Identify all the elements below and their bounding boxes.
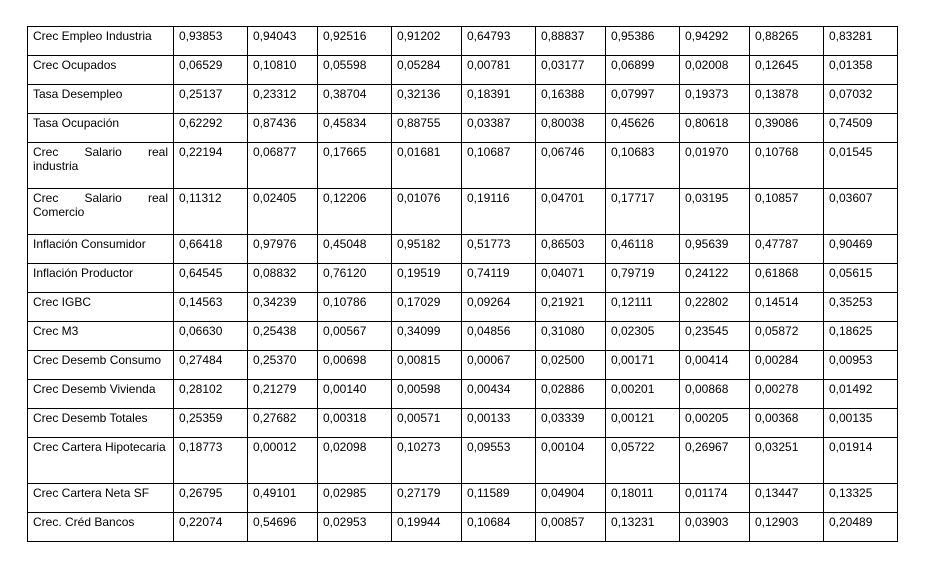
value-cell: 0,13878	[750, 85, 824, 114]
row-label-cell: Inflación Consumidor	[28, 235, 174, 264]
value-cell: 0,66418	[174, 235, 248, 264]
value-cell: 0,16388	[536, 85, 606, 114]
value-cell: 0,00278	[750, 380, 824, 409]
table-row	[28, 189, 898, 235]
value-cell: 0,26795	[174, 484, 248, 513]
value-cell: 0,00857	[536, 513, 606, 542]
value-cell: 0,27179	[392, 484, 462, 513]
value-cell: 0,03387	[462, 114, 536, 143]
value-cell: 0,00012	[248, 438, 318, 484]
value-cell: 0,10687	[462, 143, 536, 189]
value-cell: 0,27682	[248, 409, 318, 438]
value-cell: 0,83281	[824, 27, 898, 56]
value-cell: 0,00953	[824, 351, 898, 380]
value-cell: 0,92516	[318, 27, 392, 56]
value-cell: 0,62292	[174, 114, 248, 143]
table-row	[28, 351, 898, 380]
value-cell: 0,74119	[462, 264, 536, 293]
value-cell: 0,64793	[462, 27, 536, 56]
value-cell: 0,02886	[536, 380, 606, 409]
value-cell: 0,00104	[536, 438, 606, 484]
value-cell: 0,19116	[462, 189, 536, 235]
value-cell: 0,00434	[462, 380, 536, 409]
value-cell: 0,04701	[536, 189, 606, 235]
value-cell: 0,31080	[536, 322, 606, 351]
value-cell: 0,06746	[536, 143, 606, 189]
value-cell: 0,11589	[462, 484, 536, 513]
value-cell: 0,04904	[536, 484, 606, 513]
value-cell: 0,00284	[750, 351, 824, 380]
value-cell: 0,00135	[824, 409, 898, 438]
value-cell: 0,18773	[174, 438, 248, 484]
value-cell: 0,10273	[392, 438, 462, 484]
table-row	[28, 293, 898, 322]
value-cell: 0,80618	[680, 114, 750, 143]
value-cell: 0,03251	[750, 438, 824, 484]
value-cell: 0,23545	[680, 322, 750, 351]
value-cell: 0,32136	[392, 85, 462, 114]
value-cell: 0,01545	[824, 143, 898, 189]
value-cell: 0,13325	[824, 484, 898, 513]
value-cell: 0,06630	[174, 322, 248, 351]
value-cell: 0,02305	[606, 322, 680, 351]
value-cell: 0,01970	[680, 143, 750, 189]
value-cell: 0,88265	[750, 27, 824, 56]
value-cell: 0,06529	[174, 56, 248, 85]
table-row	[28, 235, 898, 264]
value-cell: 0,88837	[536, 27, 606, 56]
value-cell: 0,45048	[318, 235, 392, 264]
value-cell: 0,80038	[536, 114, 606, 143]
value-cell: 0,00698	[318, 351, 392, 380]
value-cell: 0,91202	[392, 27, 462, 56]
value-cell: 0,00598	[392, 380, 462, 409]
value-cell: 0,06899	[606, 56, 680, 85]
value-cell: 0,46118	[606, 235, 680, 264]
value-cell: 0,22074	[174, 513, 248, 542]
value-cell: 0,49101	[248, 484, 318, 513]
value-cell: 0,12206	[318, 189, 392, 235]
row-label-cell: Crec Cartera Hipotecaria	[28, 438, 174, 484]
value-cell: 0,06877	[248, 143, 318, 189]
value-cell: 0,88755	[392, 114, 462, 143]
value-cell: 0,28102	[174, 380, 248, 409]
value-cell: 0,05284	[392, 56, 462, 85]
value-cell: 0,95182	[392, 235, 462, 264]
value-cell: 0,10857	[750, 189, 824, 235]
value-cell: 0,11312	[174, 189, 248, 235]
row-label-cell: Crec Desemb Vivienda	[28, 380, 174, 409]
value-cell: 0,51773	[462, 235, 536, 264]
value-cell: 0,94292	[680, 27, 750, 56]
value-cell: 0,12645	[750, 56, 824, 85]
value-cell: 0,00201	[606, 380, 680, 409]
value-cell: 0,21921	[536, 293, 606, 322]
value-cell: 0,09553	[462, 438, 536, 484]
value-cell: 0,13447	[750, 484, 824, 513]
value-cell: 0,10683	[606, 143, 680, 189]
value-cell: 0,13231	[606, 513, 680, 542]
value-cell: 0,94043	[248, 27, 318, 56]
value-cell: 0,00318	[318, 409, 392, 438]
value-cell: 0,25359	[174, 409, 248, 438]
value-cell: 0,01914	[824, 438, 898, 484]
value-cell: 0,00368	[750, 409, 824, 438]
value-cell: 0,54696	[248, 513, 318, 542]
value-cell: 0,86503	[536, 235, 606, 264]
value-cell: 0,00868	[680, 380, 750, 409]
value-cell: 0,22194	[174, 143, 248, 189]
value-cell: 0,93853	[174, 27, 248, 56]
table-row	[28, 143, 898, 189]
value-cell: 0,34239	[248, 293, 318, 322]
value-cell: 0,00140	[318, 380, 392, 409]
value-cell: 0,18625	[824, 322, 898, 351]
value-cell: 0,19519	[392, 264, 462, 293]
table-row	[28, 409, 898, 438]
value-cell: 0,17717	[606, 189, 680, 235]
value-cell: 0,00571	[392, 409, 462, 438]
value-cell: 0,20489	[824, 513, 898, 542]
value-cell: 0,19373	[680, 85, 750, 114]
value-cell: 0,14563	[174, 293, 248, 322]
value-cell: 0,19944	[392, 513, 462, 542]
table-row	[28, 85, 898, 114]
value-cell: 0,10684	[462, 513, 536, 542]
value-cell: 0,21279	[248, 380, 318, 409]
value-cell: 0,17029	[392, 293, 462, 322]
table-row	[28, 438, 898, 484]
value-cell: 0,01492	[824, 380, 898, 409]
table-body	[28, 27, 898, 542]
value-cell: 0,01076	[392, 189, 462, 235]
value-cell: 0,02953	[318, 513, 392, 542]
value-cell: 0,05598	[318, 56, 392, 85]
row-label-cell: Crec M3	[28, 322, 174, 351]
value-cell: 0,03607	[824, 189, 898, 235]
value-cell: 0,03177	[536, 56, 606, 85]
value-cell: 0,35253	[824, 293, 898, 322]
row-label-cell: Crec Salario real industria	[28, 143, 174, 189]
value-cell: 0,12903	[750, 513, 824, 542]
value-cell: 0,05722	[606, 438, 680, 484]
value-cell: 0,09264	[462, 293, 536, 322]
value-cell: 0,00121	[606, 409, 680, 438]
value-cell: 0,95386	[606, 27, 680, 56]
value-cell: 0,18391	[462, 85, 536, 114]
table-row	[28, 56, 898, 85]
value-cell: 0,97976	[248, 235, 318, 264]
value-cell: 0,47787	[750, 235, 824, 264]
table-row	[28, 484, 898, 513]
value-cell: 0,00133	[462, 409, 536, 438]
value-cell: 0,04071	[536, 264, 606, 293]
value-cell: 0,02098	[318, 438, 392, 484]
value-cell: 0,07032	[824, 85, 898, 114]
row-label-cell: Crec Desemb Totales	[28, 409, 174, 438]
value-cell: 0,10810	[248, 56, 318, 85]
value-cell: 0,76120	[318, 264, 392, 293]
row-label-cell: Crec. Créd Bancos	[28, 513, 174, 542]
value-cell: 0,00815	[392, 351, 462, 380]
value-cell: 0,02500	[536, 351, 606, 380]
value-cell: 0,45626	[606, 114, 680, 143]
value-cell: 0,95639	[680, 235, 750, 264]
value-cell: 0,17665	[318, 143, 392, 189]
row-label-cell: Crec Empleo Industria	[28, 27, 174, 56]
row-label-cell: Crec IGBC	[28, 293, 174, 322]
value-cell: 0,74509	[824, 114, 898, 143]
value-cell: 0,02985	[318, 484, 392, 513]
value-cell: 0,03339	[536, 409, 606, 438]
row-label-cell: Inflación Productor	[28, 264, 174, 293]
table-row	[28, 322, 898, 351]
value-cell: 0,01358	[824, 56, 898, 85]
row-label-cell: Crec Salario real Comercio	[28, 189, 174, 235]
value-cell: 0,05872	[750, 322, 824, 351]
value-cell: 0,08832	[248, 264, 318, 293]
row-label-cell: Tasa Desempleo	[28, 85, 174, 114]
value-cell: 0,26967	[680, 438, 750, 484]
value-cell: 0,38704	[318, 85, 392, 114]
value-cell: 0,64545	[174, 264, 248, 293]
value-cell: 0,01174	[680, 484, 750, 513]
value-cell: 0,25438	[248, 322, 318, 351]
value-cell: 0,12111	[606, 293, 680, 322]
value-cell: 0,90469	[824, 235, 898, 264]
value-cell: 0,00171	[606, 351, 680, 380]
value-cell: 0,25370	[248, 351, 318, 380]
row-label-cell: Crec Desemb Consumo	[28, 351, 174, 380]
value-cell: 0,34099	[392, 322, 462, 351]
value-cell: 0,10786	[318, 293, 392, 322]
value-cell: 0,87436	[248, 114, 318, 143]
value-cell: 0,01681	[392, 143, 462, 189]
value-cell: 0,07997	[606, 85, 680, 114]
value-cell: 0,45834	[318, 114, 392, 143]
data-table	[27, 26, 898, 542]
value-cell: 0,79719	[606, 264, 680, 293]
value-cell: 0,10768	[750, 143, 824, 189]
table-row	[28, 264, 898, 293]
value-cell: 0,14514	[750, 293, 824, 322]
value-cell: 0,00067	[462, 351, 536, 380]
value-cell: 0,00781	[462, 56, 536, 85]
value-cell: 0,18011	[606, 484, 680, 513]
value-cell: 0,22802	[680, 293, 750, 322]
value-cell: 0,03903	[680, 513, 750, 542]
table-row	[28, 114, 898, 143]
value-cell: 0,02008	[680, 56, 750, 85]
row-label-cell: Crec Cartera Neta SF	[28, 484, 174, 513]
value-cell: 0,02405	[248, 189, 318, 235]
value-cell: 0,27484	[174, 351, 248, 380]
value-cell: 0,03195	[680, 189, 750, 235]
table-row	[28, 380, 898, 409]
value-cell: 0,25137	[174, 85, 248, 114]
row-label-cell: Tasa Ocupación	[28, 114, 174, 143]
value-cell: 0,04856	[462, 322, 536, 351]
value-cell: 0,23312	[248, 85, 318, 114]
value-cell: 0,05615	[824, 264, 898, 293]
value-cell: 0,00205	[680, 409, 750, 438]
value-cell: 0,00414	[680, 351, 750, 380]
row-label-cell: Crec Ocupados	[28, 56, 174, 85]
table-row	[28, 513, 898, 542]
table-row	[28, 27, 898, 56]
value-cell: 0,61868	[750, 264, 824, 293]
value-cell: 0,24122	[680, 264, 750, 293]
value-cell: 0,00567	[318, 322, 392, 351]
value-cell: 0,39086	[750, 114, 824, 143]
